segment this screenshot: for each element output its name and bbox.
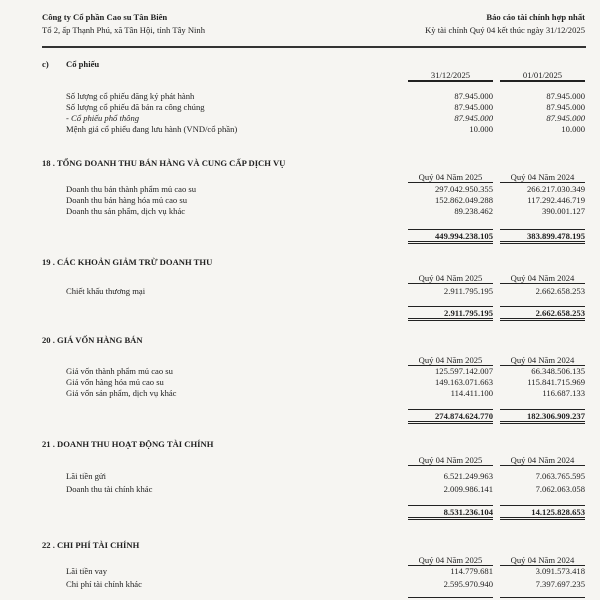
- row-value: 152.862.049.288: [434, 195, 493, 205]
- col-header-2: 01/01/2025: [500, 70, 585, 82]
- row-label: Giá vốn sản phẩm, dịch vụ khác: [66, 388, 177, 398]
- row-value: 2.009.986.141: [443, 484, 493, 494]
- col-header-1: Quý 04 Năm 2025: [408, 355, 493, 366]
- total-rule: [500, 505, 585, 506]
- report-title: Báo cáo tài chính hợp nhất: [486, 12, 585, 22]
- row-value: 10.000: [469, 124, 493, 134]
- section-19-title: 19 . CÁC KHOẢN GIẢM TRỪ DOANH THU: [42, 257, 213, 267]
- row-value: 2.595.970.940: [443, 579, 493, 589]
- row-value: 87.945.000: [546, 113, 585, 123]
- row-value: 115.841.715.969: [527, 377, 585, 387]
- company-address: Tổ 2, ấp Thạnh Phú, xã Tân Hội, tỉnh Tây Ninh: [42, 25, 206, 35]
- total-rule: [408, 229, 493, 230]
- col-header-1: Quý 04 Năm 2025: [408, 172, 493, 183]
- section-c-number: c): [42, 59, 49, 69]
- col-header-2: Quý 04 Năm 2024: [500, 455, 585, 466]
- row-value: 89.238.462: [454, 206, 493, 216]
- row-value: 117.292.446.719: [527, 195, 585, 205]
- row-value: 114.779.681: [450, 566, 493, 576]
- row-value: 7.397.697.235: [535, 579, 585, 589]
- row-label: Doanh thu bán thành phẩm mủ cao su: [66, 184, 197, 194]
- total-rule: [500, 597, 585, 598]
- total-rule: [408, 306, 493, 307]
- row-label: Lãi tiền vay: [66, 566, 108, 576]
- total-value: 2.662.658.253: [500, 308, 585, 321]
- row-label: Lãi tiền gửi: [66, 471, 106, 481]
- row-label: Giá vốn thành phẩm mủ cao su: [66, 366, 173, 376]
- section-c-title: Cổ phiếu: [66, 59, 100, 69]
- total-value: 2.911.795.195: [408, 308, 493, 321]
- report-period: Kỳ tài chính Quý 04 kết thúc ngày 31/12/2025: [425, 25, 585, 35]
- col-header-2: Quý 04 Năm 2024: [500, 273, 585, 284]
- row-value: 2.911.795.195: [443, 286, 493, 296]
- section-20-title: 20 . GIÁ VỐN HÀNG BÁN: [42, 335, 143, 345]
- total-value: 182.306.909.237: [500, 411, 585, 424]
- row-value: 87.945.000: [454, 91, 493, 101]
- total-rule: [500, 409, 585, 410]
- row-value: 87.945.000: [546, 102, 585, 112]
- row-value: 87.945.000: [546, 91, 585, 101]
- total-value: 8.531.236.104: [408, 507, 493, 520]
- total-rule: [408, 597, 493, 598]
- row-value: 266.217.030.349: [526, 184, 585, 194]
- total-rule: [500, 306, 585, 307]
- col-header-1: 31/12/2025: [408, 70, 493, 82]
- section-18-title: 18 . TỔNG DOANH THU BÁN HÀNG VÀ CUNG CẤP DỊCH VỤ: [42, 158, 286, 168]
- row-value: 10.000: [561, 124, 585, 134]
- row-value: 3.091.573.418: [535, 566, 585, 576]
- row-label: Chi phí tài chính khác: [66, 579, 142, 589]
- row-label: Số lượng cổ phiếu đăng ký phát hành: [66, 91, 195, 101]
- total-rule: [500, 229, 585, 230]
- col-header-1: Quý 04 Năm 2025: [408, 273, 493, 284]
- row-label: Giá vốn hàng hóa mủ cao su: [66, 377, 164, 387]
- row-value: 87.945.000: [454, 102, 493, 112]
- total-rule: [408, 505, 493, 506]
- row-value: 2.662.658.253: [535, 286, 585, 296]
- total-value: 14.125.828.653: [500, 507, 585, 520]
- company-name: Công ty Cổ phần Cao su Tân Biên: [42, 12, 168, 22]
- col-header-2: Quý 04 Năm 2024: [500, 355, 585, 366]
- row-label: Số lượng cổ phiếu đã bán ra công chúng: [66, 102, 205, 112]
- row-label: Chiết khấu thương mại: [66, 286, 146, 296]
- row-value: 7.062.063.058: [535, 484, 585, 494]
- row-value: 66.348.506.135: [531, 366, 585, 376]
- row-label: Mệnh giá cổ phiếu đang lưu hành (VND/cổ phần): [66, 124, 238, 134]
- row-label: Doanh thu tài chính khác: [66, 484, 153, 494]
- row-value: 6.521.249.963: [443, 471, 493, 481]
- total-value: 383.899.478.195: [500, 231, 585, 244]
- col-header-2: Quý 04 Năm 2024: [500, 172, 585, 183]
- total-value: 449.994.238.105: [408, 231, 493, 244]
- row-value: 7.063.765.595: [535, 471, 585, 481]
- row-value: 149.163.071.663: [434, 377, 493, 387]
- total-rule: [408, 409, 493, 410]
- row-value: 116.687.133: [542, 388, 585, 398]
- section-22-title: 22 . CHI PHÍ TÀI CHÍNH: [42, 540, 140, 550]
- header-divider: [42, 46, 586, 48]
- row-value: 125.597.142.007: [434, 366, 493, 376]
- row-value: 87.945.000: [454, 113, 493, 123]
- col-header-1: Quý 04 Năm 2025: [408, 455, 493, 466]
- row-label: Doanh thu sản phẩm, dịch vụ khác: [66, 206, 186, 216]
- section-21-title: 21 . DOANH THU HOẠT ĐỘNG TÀI CHÍNH: [42, 439, 214, 449]
- total-value: 274.874.624.770: [408, 411, 493, 424]
- row-label: - Cổ phiếu phổ thông: [66, 113, 140, 123]
- row-value: 390.001.127: [542, 206, 585, 216]
- col-header-1: Quý 04 Năm 2025: [408, 555, 493, 566]
- row-value: 114.411.100: [450, 388, 493, 398]
- col-header-2: Quý 04 Năm 2024: [500, 555, 585, 566]
- row-value: 297.042.950.355: [434, 184, 493, 194]
- row-label: Doanh thu bán hàng hóa mủ cao su: [66, 195, 188, 205]
